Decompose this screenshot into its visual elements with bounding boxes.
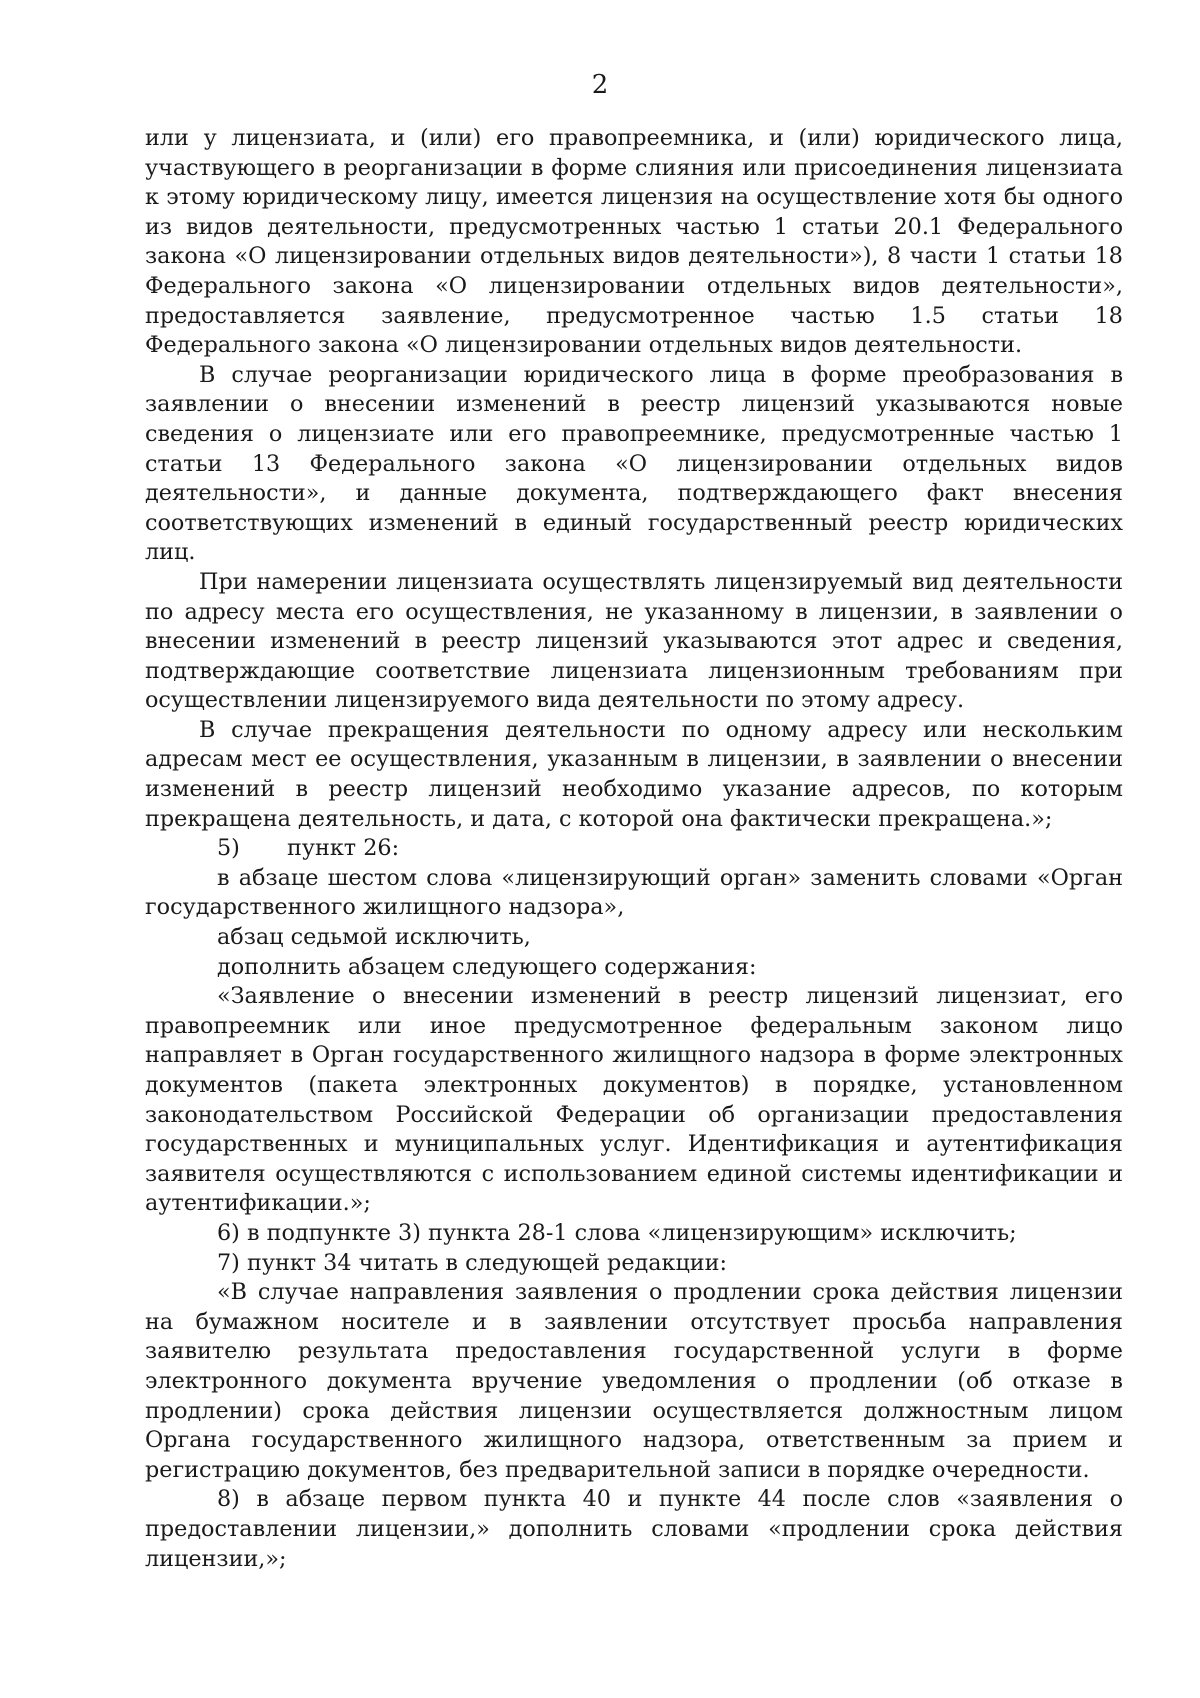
paragraph-application-quote: «Заявление о внесении изменений в реестр лицензий лицензиат, его правопреемник или иное предусмотренное федеральным законом лицо направляет в Орган государственного жилищного надзора в форме электронных документов (пакета электронных документов) в порядке, установленном законодательством Российской Федерации об организации предоставления государственных и муниципальных услуг. Идентификация и аутентификация заявителя осуществляются с использованием единой системы идентификации и аутентификации.»; <box>145 983 1123 1217</box>
page-number: 2 <box>591 70 609 100</box>
paragraph-reorganization: В случае реорганизации юридического лица в форме преобразования в заявлении о внесении изменений в реестр лицензий указываются новые сведения о лицензиате или его правопреемнике, предусмотренные частью 1 статьи 13 Федерального закона «О лицензировании отдельных видов деятельности», и данные документа, подтверждающего факт внесения соответствующих изменений в единый государственный реестр юридических лиц. <box>145 361 1123 566</box>
item-8: 8) в абзаце первом пункта 40 и пункте 44 после слов «заявления о предоставлении лицензии,» дополнить словами «продлении срока действия лицензии,»; <box>145 1486 1123 1572</box>
item-7: 7) пункт 34 читать в следующей редакции: <box>217 1249 728 1276</box>
paragraph-item-34-quote: «В случае направления заявления о продлении срока действия лицензии на бумажном носителе и в заявлении отсутствует просьба направления заявителю результата предоставления государственной услуги в форме электронного документа вручение уведомления о продлении (об отказе в продлении) срока действия лицензии осуществляется должностным лицом Органа государственного жилищного надзора, ответственным за прием и регистрацию документов, без предварительной записи в порядке очередности. <box>145 1279 1123 1483</box>
paragraph-termination: В случае прекращения деятельности по одному адресу или нескольким адресам мест ее осуществления, указанным в лицензии, в заявлении о внесении изменений в реестр лицензий необходимо указание адресов, по которым прекращена деятельность, и дата, с которой она фактически прекращена.»; <box>145 716 1123 832</box>
item-5-number: 5) <box>217 835 240 862</box>
document-body <box>145 124 1123 1574</box>
paragraph-continuation: или у лицензиата, и (или) его правопреемника, и (или) юридического лица, участвующего в реорганизации в форме слияния или присоединения лицензиата к этому юридическому лицу, имеется лицензия на осуществление хотя бы одного из видов деятельности, предусмотренных частью 1 статьи 20.1 Федерального закона «О лицензировании отдельных видов деятельности»), 8 части 1 статьи 18 Федерального закона «О лицензировании отдельных видов деятельности», предоставляется заявление, предусмотренное частью 1.5 статьи 18 Федерального закона «О лицензировании отдельных видов деятельности. <box>145 125 1123 359</box>
paragraph-seventh-abzac: абзац седьмой исключить, <box>217 924 531 951</box>
item-5-heading <box>145 834 1123 864</box>
paragraph-new-address: При намерении лицензиата осуществлять лицензируемый вид деятельности по адресу места его осуществления, не указанному в лицензии, в заявлении о внесении изменений в реестр лицензий указываются этот адрес и сведения, подтверждающие соответствие лицензиата лицензионным требованиям при осуществлении лицензируемого вида деятельности по этому адресу. <box>145 568 1123 714</box>
paragraph-supplement: дополнить абзацем следующего содержания: <box>217 953 757 980</box>
item-5-text: пункт 26: <box>287 835 400 862</box>
item-6: 6) в подпункте 3) пункта 28-1 слова «лицензирующим» исключить; <box>217 1219 1017 1246</box>
paragraph-sixth-abzac: в абзаце шестом слова «лицензирующий орган» заменить словами «Орган государственного жилищного надзора», <box>145 864 1123 921</box>
